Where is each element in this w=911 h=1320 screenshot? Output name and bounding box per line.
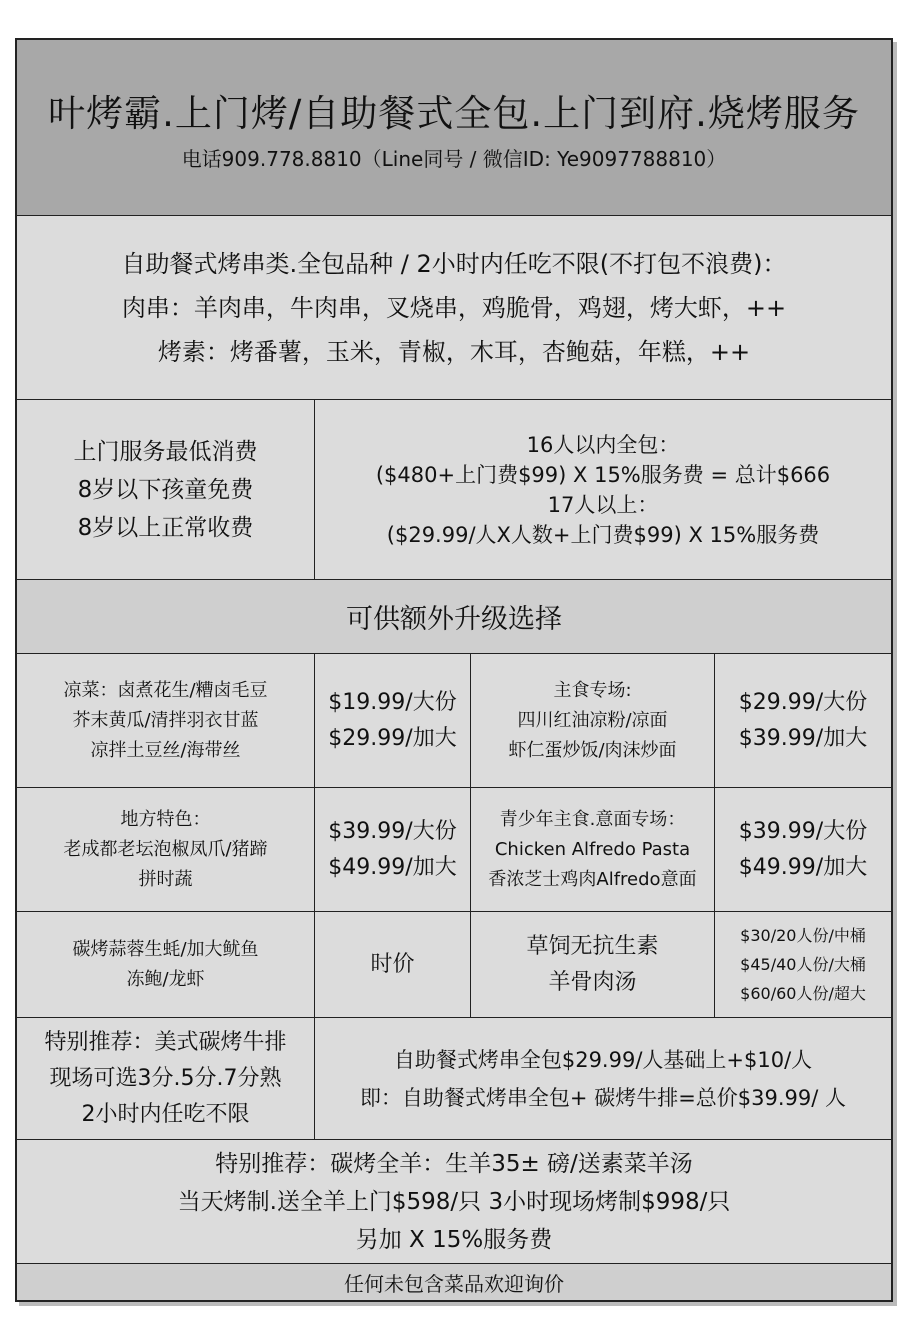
price-line: $19.99/大份: [328, 689, 457, 715]
price-line: $29.99/加大: [328, 725, 457, 751]
item-line: 凉拌土豆丝/海带丝: [90, 739, 241, 761]
pricing-line: 16人以内全包：: [526, 432, 680, 457]
steak-section: [17, 1018, 891, 1140]
price-line: $29.99/大份: [738, 689, 868, 715]
steak-line: 特别推荐：美式碳烤牛排: [44, 1029, 287, 1055]
buffet-section: [17, 216, 891, 400]
upgrade-row: [17, 788, 891, 912]
upgrade-item: [471, 654, 715, 787]
pricing-section: [17, 400, 891, 580]
contact-info: 电话909.778.8810（Line同号 / 微信ID: Ye9097788810）: [181, 147, 727, 171]
price-line: $49.99/加大: [738, 854, 868, 880]
upgrade-row: [17, 912, 891, 1018]
steak-price-line: 即：自助餐式烤串全包+ 碳烤牛排=总价$39.99/ 人: [359, 1085, 847, 1110]
item-line: 碳烤蒜蓉生蚝/加大鱿鱼: [72, 938, 259, 960]
pricing-line: ($480+上门费$99) X 15%服务费 = 总计$666: [375, 462, 831, 487]
item-line: 青少年主食.意面专场：: [499, 808, 686, 830]
upgrade-price: [715, 654, 891, 787]
price-line: $39.99/加大: [738, 725, 868, 751]
page-title: 叶烤霸.上门烤/自助餐式全包.上门到府.烧烤服务: [48, 92, 860, 135]
section-title: 可供额外升级选择: [346, 604, 562, 635]
item-line: Chicken Alfredo Pasta: [494, 838, 691, 860]
upgrade-item: [17, 912, 315, 1017]
steak-line: 2小时内任吃不限: [81, 1101, 250, 1127]
buffet-line: 自助餐式烤串类.全包品种 / 2小时内任吃不限(不打包不浪费)：: [121, 249, 787, 278]
menu-sheet: [15, 38, 893, 1302]
item-line: 芥末黄瓜/清拌羽衣甘蓝: [72, 709, 259, 731]
price-line: $39.99/大份: [328, 818, 457, 844]
steak-price-line: 自助餐式烤串全包$29.99/人基础上+$10/人: [393, 1047, 813, 1072]
pricing-note: 上门服务最低消费: [73, 438, 258, 465]
upgrade-item: [471, 912, 715, 1017]
item-line: 虾仁蛋炒饭/肉沫炒面: [508, 739, 677, 761]
pricing-notes: [17, 400, 315, 579]
item-line: 拼时蔬: [138, 868, 193, 890]
footer-note: 任何未包含菜品欢迎询价: [344, 1271, 564, 1296]
upgrade-item: [17, 788, 315, 911]
item-line: 羊骨肉汤: [548, 969, 637, 995]
price-line: $39.99/大份: [738, 818, 868, 844]
item-line: 香浓芝士鸡肉Alfredo意面: [488, 868, 697, 890]
steak-line: 现场可选3分.5分.7分熟: [49, 1065, 282, 1091]
upgrade-price: [315, 654, 471, 787]
lamb-line: 特别推荐：碳烤全羊：生羊35± 磅/送素菜羊汤: [215, 1150, 693, 1177]
buffet-line: 肉串：羊肉串，牛肉串，叉烧串，鸡脆骨，鸡翅，烤大虾，++: [121, 293, 787, 322]
price-line: $49.99/加大: [328, 854, 457, 880]
steak-recommendation: [17, 1018, 315, 1139]
upgrade-item: [17, 654, 315, 787]
upgrade-item: [471, 788, 715, 911]
item-line: 凉菜：卤煮花生/糟卤毛豆: [63, 679, 268, 701]
item-line: 老成都老坛泡椒凤爪/猪蹄: [63, 838, 268, 860]
buffet-line: 烤素：烤番薯，玉米，青椒，木耳，杏鲍菇，年糕，++: [157, 337, 751, 366]
upgrade-price: [715, 912, 891, 1017]
lamb-line: 当天烤制.送全羊上门$598/只 3小时现场烤制$998/只: [177, 1188, 731, 1215]
upgrade-price: [315, 788, 471, 911]
price-line: $60/60人份/超大: [740, 984, 866, 1003]
item-line: 草饲无抗生素: [526, 933, 659, 959]
upgrade-price: [315, 912, 471, 1017]
upgrade-row: [17, 654, 891, 788]
lamb-line: 另加 X 15%服务费: [355, 1226, 553, 1253]
upgrade-price: [715, 788, 891, 911]
item-line: 主食专场:: [553, 679, 632, 701]
price-line: 时价: [370, 951, 415, 977]
pricing-formula: [315, 400, 891, 579]
lamb-section: [17, 1140, 891, 1264]
upgrades-header: [17, 580, 891, 654]
pricing-note: 8岁以下孩童免费: [77, 476, 254, 503]
price-line: $30/20人份/中桶: [740, 926, 866, 945]
footer: [17, 1264, 891, 1300]
pricing-line: ($29.99/人X人数+上门费$99) X 15%服务费: [386, 522, 820, 547]
pricing-line: 17人以上：: [547, 492, 659, 517]
item-line: 四川红油凉粉/凉面: [517, 709, 668, 731]
item-line: 冻鲍/龙虾: [126, 968, 205, 990]
pricing-note: 8岁以上正常收费: [77, 514, 254, 541]
item-line: 地方特色：: [120, 808, 211, 830]
header: [17, 40, 891, 216]
steak-pricing: [315, 1018, 891, 1139]
price-line: $45/40人份/大桶: [740, 955, 866, 974]
